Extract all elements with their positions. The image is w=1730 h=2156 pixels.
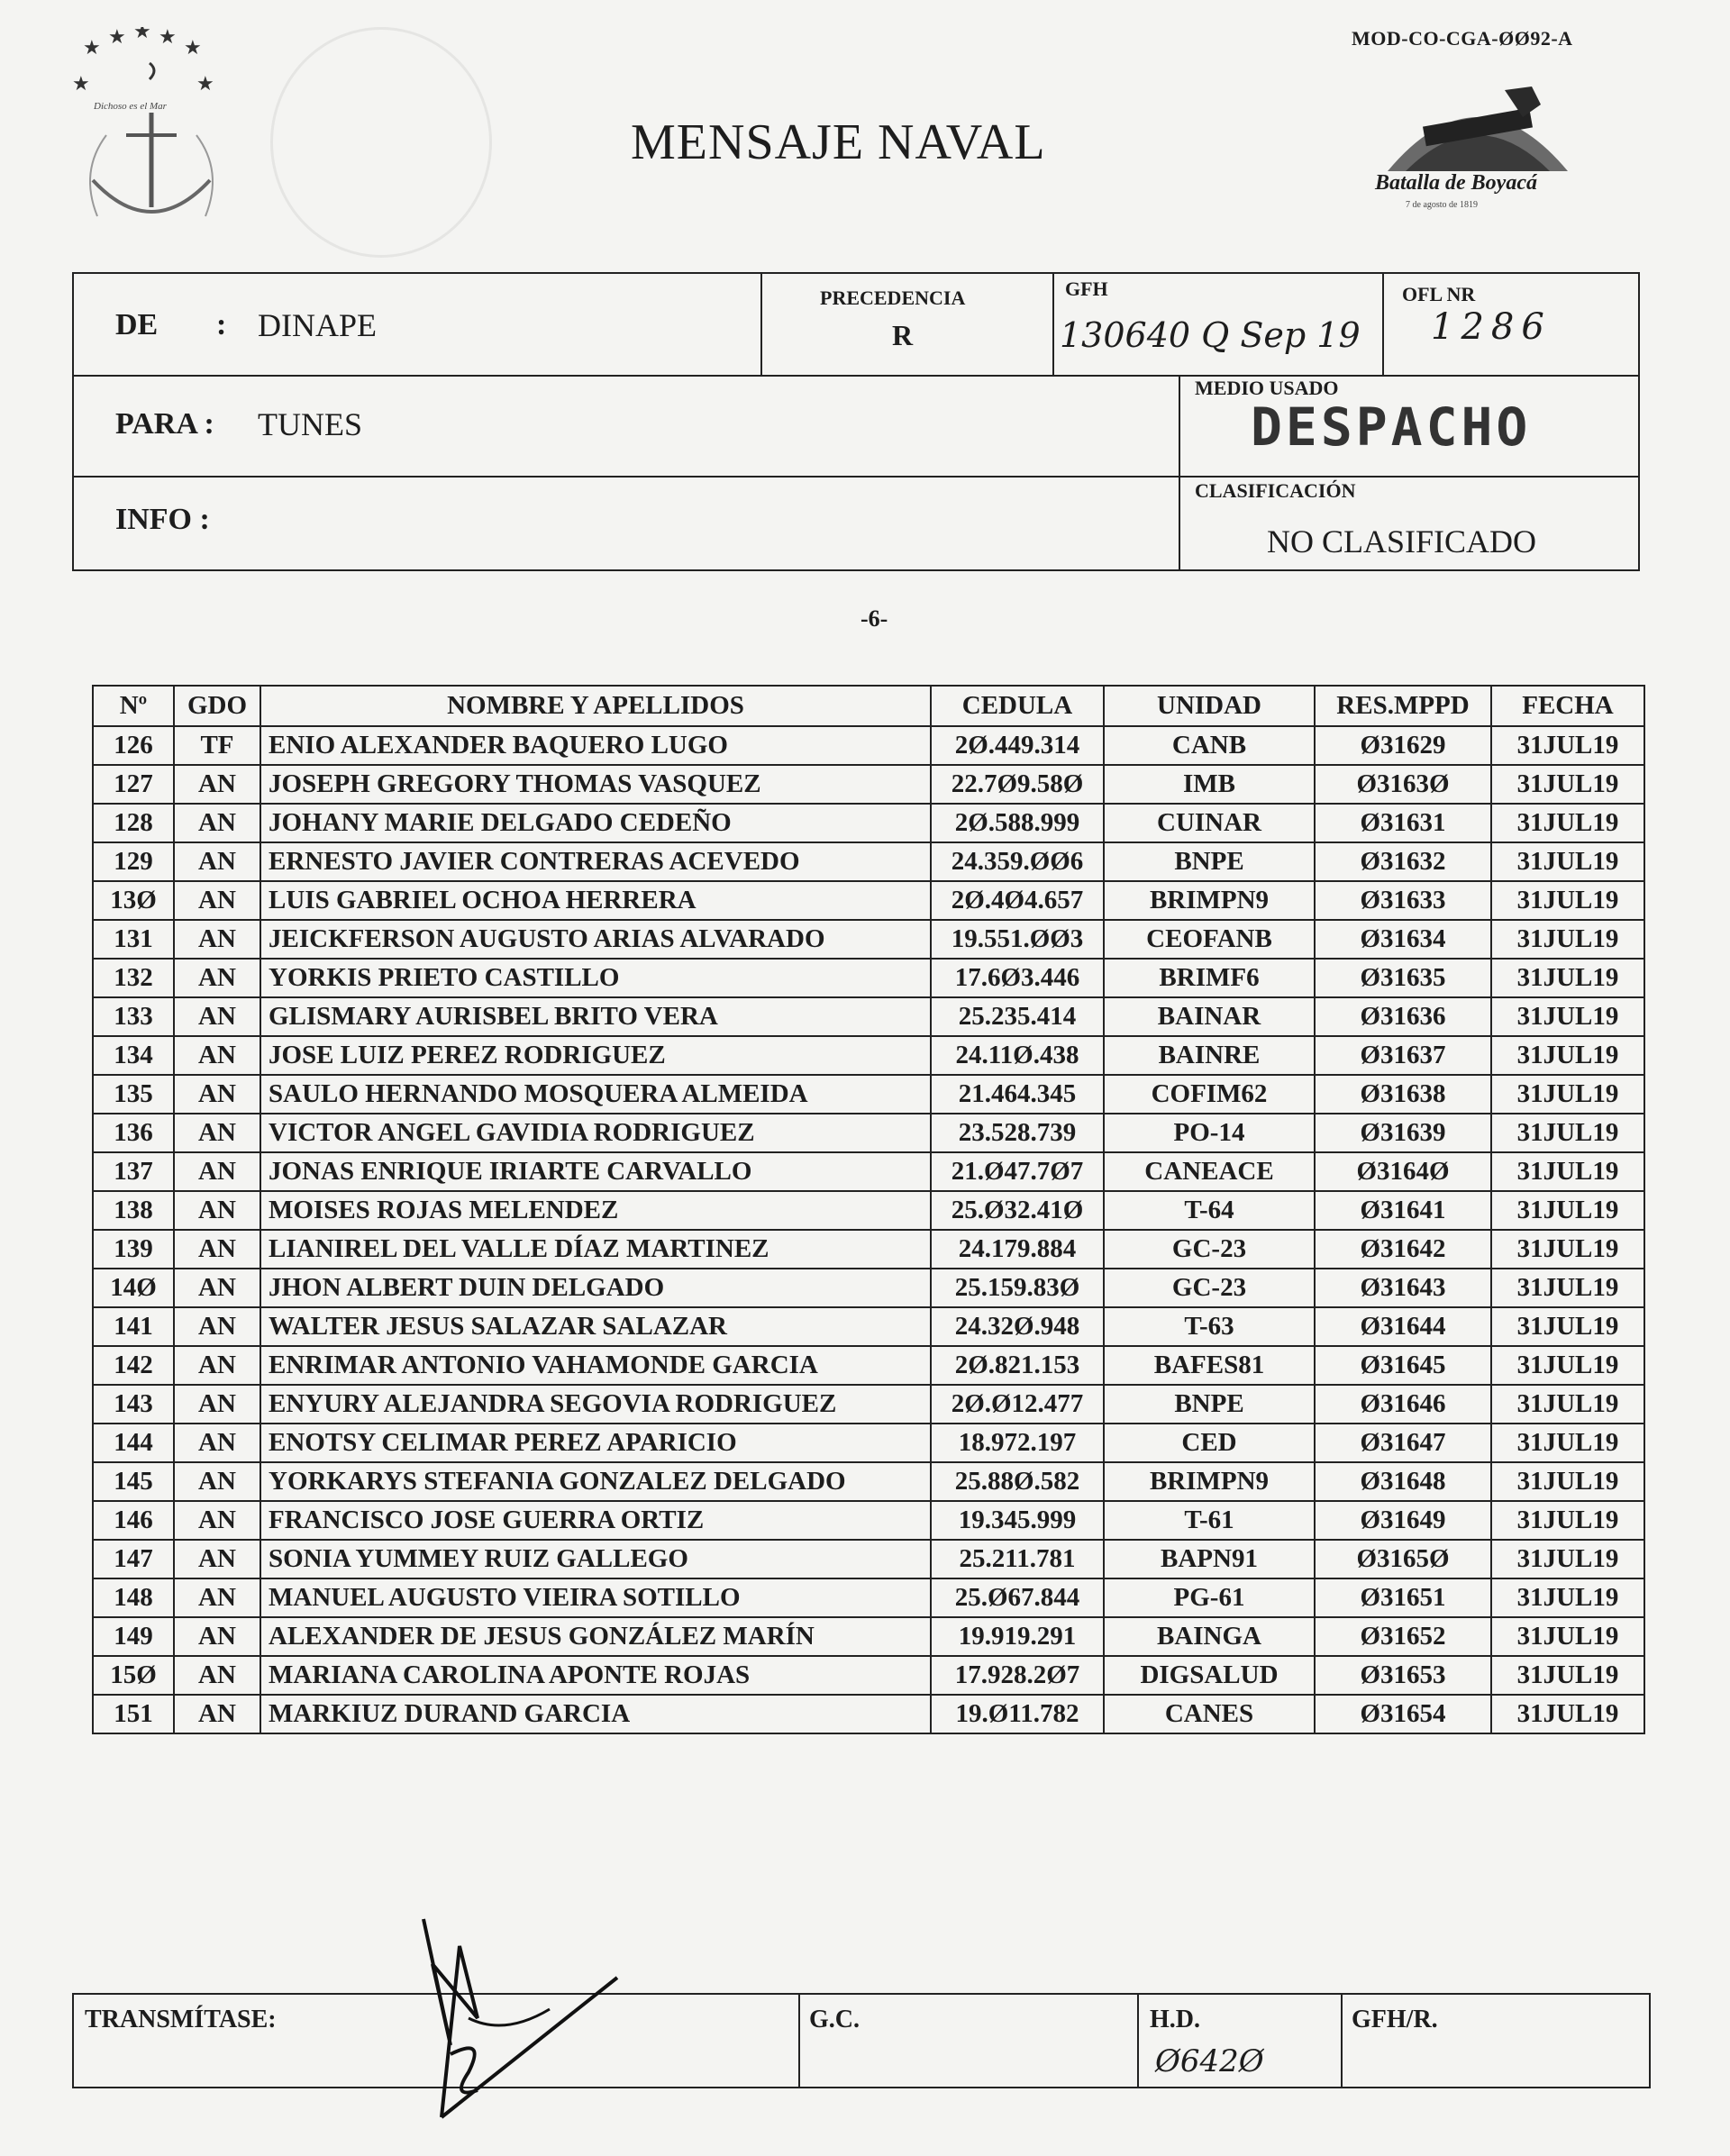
cell-number: 136 — [93, 1114, 174, 1152]
cell-cedula: 18.972.197 — [931, 1424, 1104, 1462]
cell-unit: GC-23 — [1104, 1269, 1315, 1307]
cell-unit: BRIMF6 — [1104, 959, 1315, 997]
cell-grade: AN — [174, 1230, 260, 1269]
cell-date: 31JUL19 — [1491, 765, 1644, 804]
cell-resolution: Ø31638 — [1315, 1075, 1491, 1114]
cell-grade: AN — [174, 1075, 260, 1114]
cell-date: 31JUL19 — [1491, 1036, 1644, 1075]
cell-resolution: Ø31645 — [1315, 1346, 1491, 1385]
cell-resolution: Ø31647 — [1315, 1424, 1491, 1462]
cell-name: ENRIMAR ANTONIO VAHAMONDE GARCIA — [260, 1346, 931, 1385]
de-value: DINAPE — [258, 307, 377, 343]
divider — [1341, 1995, 1343, 2087]
cell-number: 139 — [93, 1230, 174, 1269]
table-row — [93, 1307, 1644, 1346]
cell-date: 31JUL19 — [1491, 1656, 1644, 1695]
cell-cedula: 17.928.2Ø7 — [931, 1656, 1104, 1695]
cell-cedula: 22.7Ø9.58Ø — [931, 765, 1104, 804]
cell-unit: CANEACE — [1104, 1152, 1315, 1191]
cell-cedula: 24.32Ø.948 — [931, 1307, 1104, 1346]
column-header-unit: UNIDAD — [1104, 686, 1315, 726]
cell-grade: AN — [174, 1036, 260, 1075]
ofl-label: OFL NR — [1402, 283, 1476, 305]
cell-date: 31JUL19 — [1491, 1617, 1644, 1656]
cell-date: 31JUL19 — [1491, 997, 1644, 1036]
cell-name: LUIS GABRIEL OCHOA HERRERA — [260, 881, 931, 920]
cell-name: MANUEL AUGUSTO VIEIRA SOTILLO — [260, 1578, 931, 1617]
cell-date: 31JUL19 — [1491, 1540, 1644, 1578]
cell-resolution: Ø31653 — [1315, 1656, 1491, 1695]
cell-grade: AN — [174, 1152, 260, 1191]
cell-grade: AN — [174, 1269, 260, 1307]
cell-name: YORKARYS STEFANIA GONZALEZ DELGADO — [260, 1462, 931, 1501]
cell-number: 143 — [93, 1385, 174, 1424]
cell-cedula: 2Ø.588.999 — [931, 804, 1104, 842]
de-colon: : — [216, 308, 227, 341]
cell-grade: AN — [174, 1462, 260, 1501]
divider — [1137, 1995, 1139, 2087]
cell-name: JEICKFERSON AUGUSTO ARIAS ALVARADO — [260, 920, 931, 959]
gfhr-label: GFH/R. — [1352, 2006, 1438, 2033]
document-title: MENSAJE NAVAL — [631, 114, 1046, 170]
cell-unit: CED — [1104, 1424, 1315, 1462]
cell-name: YORKIS PRIETO CASTILLO — [260, 959, 931, 997]
ofl-value: 1286 — [1431, 306, 1552, 348]
cell-resolution: Ø31641 — [1315, 1191, 1491, 1230]
table-row — [93, 1075, 1644, 1114]
cell-number: 128 — [93, 804, 174, 842]
cell-resolution: Ø31635 — [1315, 959, 1491, 997]
page-number: -6- — [860, 605, 888, 632]
cell-name: GLISMARY AURISBEL BRITO VERA — [260, 997, 931, 1036]
cell-name: JOSEPH GREGORY THOMAS VASQUEZ — [260, 765, 931, 804]
cell-unit: T-63 — [1104, 1307, 1315, 1346]
cell-resolution: Ø31649 — [1315, 1501, 1491, 1540]
cell-grade: AN — [174, 1424, 260, 1462]
cell-grade: AN — [174, 1501, 260, 1540]
cell-cedula: 25.235.414 — [931, 997, 1104, 1036]
cell-number: 146 — [93, 1501, 174, 1540]
cell-resolution: Ø31648 — [1315, 1462, 1491, 1501]
cell-unit: IMB — [1104, 765, 1315, 804]
cell-resolution: Ø31652 — [1315, 1617, 1491, 1656]
cell-number: 131 — [93, 920, 174, 959]
gfh-value: 130640 Q Sep 19 — [1060, 315, 1361, 355]
cell-number: 147 — [93, 1540, 174, 1578]
cell-unit: CANB — [1104, 726, 1315, 765]
cell-name: JOSE LUIZ PEREZ RODRIGUEZ — [260, 1036, 931, 1075]
cell-cedula: 2Ø.821.153 — [931, 1346, 1104, 1385]
cell-date: 31JUL19 — [1491, 1578, 1644, 1617]
cell-unit: BRIMPN9 — [1104, 881, 1315, 920]
table-header-row — [93, 686, 1644, 726]
cell-cedula: 24.11Ø.438 — [931, 1036, 1104, 1075]
cell-grade: AN — [174, 1307, 260, 1346]
para-value: TUNES — [258, 406, 362, 442]
cell-name: WALTER JESUS SALAZAR SALAZAR — [260, 1307, 931, 1346]
cell-number: 144 — [93, 1424, 174, 1462]
svg-text:★: ★ — [72, 73, 90, 96]
cell-number: 129 — [93, 842, 174, 881]
table-row — [93, 1540, 1644, 1578]
cell-resolution: Ø31642 — [1315, 1230, 1491, 1269]
para-label: PARA : — [115, 407, 214, 441]
cell-date: 31JUL19 — [1491, 1152, 1644, 1191]
cell-date: 31JUL19 — [1491, 1424, 1644, 1462]
cell-unit: BNPE — [1104, 1385, 1315, 1424]
cell-resolution: Ø31634 — [1315, 920, 1491, 959]
gfh-label: GFH — [1065, 277, 1108, 300]
cell-resolution: Ø31631 — [1315, 804, 1491, 842]
divider — [1179, 476, 1638, 478]
cell-resolution: Ø31651 — [1315, 1578, 1491, 1617]
precedencia-value: R — [892, 319, 914, 351]
table-row — [93, 997, 1644, 1036]
cell-name: JOHANY MARIE DELGADO CEDEÑO — [260, 804, 931, 842]
column-header-cedula: CEDULA — [931, 686, 1104, 726]
cell-date: 31JUL19 — [1491, 726, 1644, 765]
cell-number: 148 — [93, 1578, 174, 1617]
cell-resolution: Ø3163Ø — [1315, 765, 1491, 804]
faded-stamp-icon — [270, 27, 492, 258]
cell-grade: AN — [174, 1385, 260, 1424]
cell-cedula: 19.551.ØØ3 — [931, 920, 1104, 959]
cell-date: 31JUL19 — [1491, 1191, 1644, 1230]
cell-cedula: 25.88Ø.582 — [931, 1462, 1104, 1501]
cell-grade: AN — [174, 1695, 260, 1733]
cell-name: VICTOR ANGEL GAVIDIA RODRIGUEZ — [260, 1114, 931, 1152]
cell-grade: AN — [174, 997, 260, 1036]
cell-name: SAULO HERNANDO MOSQUERA ALMEIDA — [260, 1075, 931, 1114]
cell-grade: AN — [174, 765, 260, 804]
cell-number: 142 — [93, 1346, 174, 1385]
table-row — [93, 1269, 1644, 1307]
cell-number: 127 — [93, 765, 174, 804]
table-row — [93, 881, 1644, 920]
cell-number: 141 — [93, 1307, 174, 1346]
cell-grade: AN — [174, 920, 260, 959]
cell-unit: BAPN91 — [1104, 1540, 1315, 1578]
table-row — [93, 804, 1644, 842]
svg-text:★: ★ — [108, 27, 126, 49]
cell-name: JHON ALBERT DUIN DELGADO — [260, 1269, 931, 1307]
cell-number: 13Ø — [93, 881, 174, 920]
cell-cedula: 25.211.781 — [931, 1540, 1104, 1578]
cell-resolution: Ø31632 — [1315, 842, 1491, 881]
cell-unit: DIGSALUD — [1104, 1656, 1315, 1695]
precedencia-label: PRECEDENCIA — [820, 287, 966, 309]
form-code: MOD-CO-CGA-ØØ92-A — [1352, 27, 1573, 50]
anchor-emblem-icon — [70, 27, 232, 234]
cell-name: MOISES ROJAS MELENDEZ — [260, 1191, 931, 1230]
column-header-name: NOMBRE Y APELLIDOS — [260, 686, 931, 726]
cell-date: 31JUL19 — [1491, 804, 1644, 842]
cell-name: SONIA YUMMEY RUIZ GALLEGO — [260, 1540, 931, 1578]
cell-grade: AN — [174, 804, 260, 842]
transmission-footer-box — [72, 1993, 1651, 2088]
divider — [798, 1995, 800, 2087]
svg-text:★: ★ — [159, 27, 177, 49]
gc-label: G.C. — [809, 2006, 860, 2033]
divider — [1179, 375, 1180, 569]
cell-grade: AN — [174, 1191, 260, 1230]
cell-unit: BAINRE — [1104, 1036, 1315, 1075]
cell-grade: AN — [174, 959, 260, 997]
column-header-resolution: RES.MPPD — [1315, 686, 1491, 726]
cell-unit: BAINGA — [1104, 1617, 1315, 1656]
clasificacion-label: CLASIFICACIÓN — [1195, 479, 1356, 502]
cell-date: 31JUL19 — [1491, 1114, 1644, 1152]
cell-date: 31JUL19 — [1491, 842, 1644, 881]
svg-text:★: ★ — [196, 73, 214, 96]
cell-grade: AN — [174, 1114, 260, 1152]
cell-unit: GC-23 — [1104, 1230, 1315, 1269]
crest-subcaption: 7 de agosto de 1819 — [1406, 200, 1478, 210]
cell-cedula: 17.6Ø3.446 — [931, 959, 1104, 997]
clasificacion-value: NO CLASIFICADO — [1267, 523, 1537, 559]
cell-name: MARIANA CAROLINA APONTE ROJAS — [260, 1656, 931, 1695]
cell-grade: AN — [174, 1346, 260, 1385]
cell-cedula: 2Ø.449.314 — [931, 726, 1104, 765]
table-row — [93, 726, 1644, 765]
cell-unit: T-64 — [1104, 1191, 1315, 1230]
cell-grade: TF — [174, 726, 260, 765]
cell-resolution: Ø31636 — [1315, 997, 1491, 1036]
table-row — [93, 765, 1644, 804]
table-row — [93, 1656, 1644, 1695]
cell-resolution: Ø31639 — [1315, 1114, 1491, 1152]
cell-cedula: 2Ø.4Ø4.657 — [931, 881, 1104, 920]
cell-date: 31JUL19 — [1491, 1695, 1644, 1733]
table-row — [93, 1036, 1644, 1075]
cell-date: 31JUL19 — [1491, 1307, 1644, 1346]
medio-usado-stamp: DESPACHO — [1251, 396, 1532, 458]
cell-resolution: Ø31629 — [1315, 726, 1491, 765]
cell-name: ENOTSY CELIMAR PEREZ APARICIO — [260, 1424, 931, 1462]
cell-number: 134 — [93, 1036, 174, 1075]
cell-date: 31JUL19 — [1491, 1346, 1644, 1385]
cell-name: ENIO ALEXANDER BAQUERO LUGO — [260, 726, 931, 765]
hd-value: Ø642Ø — [1155, 2043, 1264, 2079]
table-row — [93, 1617, 1644, 1656]
table-row — [93, 1424, 1644, 1462]
cell-grade: AN — [174, 842, 260, 881]
table-row — [93, 1114, 1644, 1152]
svg-text:★: ★ — [83, 37, 101, 59]
personnel-roster-table — [92, 685, 1645, 1734]
cell-date: 31JUL19 — [1491, 1462, 1644, 1501]
cell-unit: T-61 — [1104, 1501, 1315, 1540]
table-body — [93, 726, 1644, 1733]
cell-cedula: 21.464.345 — [931, 1075, 1104, 1114]
cell-name: ENYURY ALEJANDRA SEGOVIA RODRIGUEZ — [260, 1385, 931, 1424]
cell-cedula: 24.359.ØØ6 — [931, 842, 1104, 881]
cell-name: ERNESTO JAVIER CONTRERAS ACEVEDO — [260, 842, 931, 881]
cell-cedula: 25.Ø67.844 — [931, 1578, 1104, 1617]
table-row — [93, 1501, 1644, 1540]
divider — [760, 274, 762, 375]
cell-cedula: 23.528.739 — [931, 1114, 1104, 1152]
divider — [74, 476, 1179, 478]
cell-grade: AN — [174, 1656, 260, 1695]
table-row — [93, 959, 1644, 997]
cell-unit: CUINAR — [1104, 804, 1315, 842]
bicentenario-crest-icon — [1370, 81, 1586, 216]
table-row — [93, 1230, 1644, 1269]
cell-unit: BAINAR — [1104, 997, 1315, 1036]
cell-resolution: Ø3165Ø — [1315, 1540, 1491, 1578]
cell-number: 133 — [93, 997, 174, 1036]
cell-cedula: 24.179.884 — [931, 1230, 1104, 1269]
transmitase-label: TRANSMÍTASE: — [85, 2006, 277, 2033]
cell-date: 31JUL19 — [1491, 1269, 1644, 1307]
cell-name: JONAS ENRIQUE IRIARTE CARVALLO — [260, 1152, 931, 1191]
cell-unit: PO-14 — [1104, 1114, 1315, 1152]
cell-number: 151 — [93, 1695, 174, 1733]
cell-cedula: 19.Ø11.782 — [931, 1695, 1104, 1733]
crest-caption: Batalla de Boyacá — [1375, 171, 1537, 195]
cell-date: 31JUL19 — [1491, 1075, 1644, 1114]
message-header-box — [72, 272, 1640, 571]
cell-name: ALEXANDER DE JESUS GONZÁLEZ MARÍN — [260, 1617, 931, 1656]
cell-unit: BRIMPN9 — [1104, 1462, 1315, 1501]
table-row — [93, 842, 1644, 881]
cell-date: 31JUL19 — [1491, 1385, 1644, 1424]
cell-name: FRANCISCO JOSE GUERRA ORTIZ — [260, 1501, 931, 1540]
cell-date: 31JUL19 — [1491, 959, 1644, 997]
cell-number: 138 — [93, 1191, 174, 1230]
cell-date: 31JUL19 — [1491, 920, 1644, 959]
cell-resolution: Ø3164Ø — [1315, 1152, 1491, 1191]
divider — [1052, 274, 1054, 375]
table-row — [93, 1385, 1644, 1424]
cell-date: 31JUL19 — [1491, 881, 1644, 920]
cell-resolution: Ø31644 — [1315, 1307, 1491, 1346]
column-header-grade: GDO — [174, 686, 260, 726]
svg-text:★: ★ — [133, 27, 151, 43]
cell-name: LIANIREL DEL VALLE DÍAZ MARTINEZ — [260, 1230, 931, 1269]
cell-cedula: 19.345.999 — [931, 1501, 1104, 1540]
divider — [1382, 274, 1384, 375]
table-row — [93, 1346, 1644, 1385]
medio-usado-label: MEDIO USADO — [1195, 377, 1339, 399]
cell-resolution: Ø31654 — [1315, 1695, 1491, 1733]
cell-resolution: Ø31646 — [1315, 1385, 1491, 1424]
handwritten-signature-icon — [396, 1910, 631, 2144]
cell-grade: AN — [174, 1617, 260, 1656]
svg-text:★: ★ — [184, 37, 202, 59]
cell-unit: PG-61 — [1104, 1578, 1315, 1617]
cell-cedula: 25.Ø32.41Ø — [931, 1191, 1104, 1230]
cell-resolution: Ø31633 — [1315, 881, 1491, 920]
cell-date: 31JUL19 — [1491, 1230, 1644, 1269]
cell-grade: AN — [174, 1578, 260, 1617]
column-header-number: Nº — [93, 686, 174, 726]
table-row — [93, 1578, 1644, 1617]
table-row — [93, 920, 1644, 959]
divider — [74, 375, 1638, 377]
cell-date: 31JUL19 — [1491, 1501, 1644, 1540]
cell-unit: BAFES81 — [1104, 1346, 1315, 1385]
cell-cedula: 2Ø.Ø12.477 — [931, 1385, 1104, 1424]
cell-number: 126 — [93, 726, 174, 765]
table-row — [93, 1191, 1644, 1230]
cell-number: 149 — [93, 1617, 174, 1656]
cell-number: 14Ø — [93, 1269, 174, 1307]
table-row — [93, 1152, 1644, 1191]
info-label: INFO : — [115, 503, 210, 536]
cell-number: 135 — [93, 1075, 174, 1114]
de-label: DE — [115, 308, 159, 341]
hd-label: H.D. — [1150, 2006, 1200, 2033]
cell-number: 132 — [93, 959, 174, 997]
cell-unit: COFIM62 — [1104, 1075, 1315, 1114]
cell-cedula: 19.919.291 — [931, 1617, 1104, 1656]
cell-cedula: 25.159.83Ø — [931, 1269, 1104, 1307]
cell-grade: AN — [174, 881, 260, 920]
cell-number: 145 — [93, 1462, 174, 1501]
cell-unit: CEOFANB — [1104, 920, 1315, 959]
cell-grade: AN — [174, 1540, 260, 1578]
column-header-date: FECHA — [1491, 686, 1644, 726]
cell-unit: BNPE — [1104, 842, 1315, 881]
cell-name: MARKIUZ DURAND GARCIA — [260, 1695, 931, 1733]
cell-number: 15Ø — [93, 1656, 174, 1695]
table-row — [93, 1695, 1644, 1733]
cell-cedula: 21.Ø47.7Ø7 — [931, 1152, 1104, 1191]
emblem-motto: Dichoso es el Mar — [94, 101, 167, 112]
table-row — [93, 1462, 1644, 1501]
cell-resolution: Ø31643 — [1315, 1269, 1491, 1307]
cell-unit: CANES — [1104, 1695, 1315, 1733]
cell-number: 137 — [93, 1152, 174, 1191]
cell-resolution: Ø31637 — [1315, 1036, 1491, 1075]
